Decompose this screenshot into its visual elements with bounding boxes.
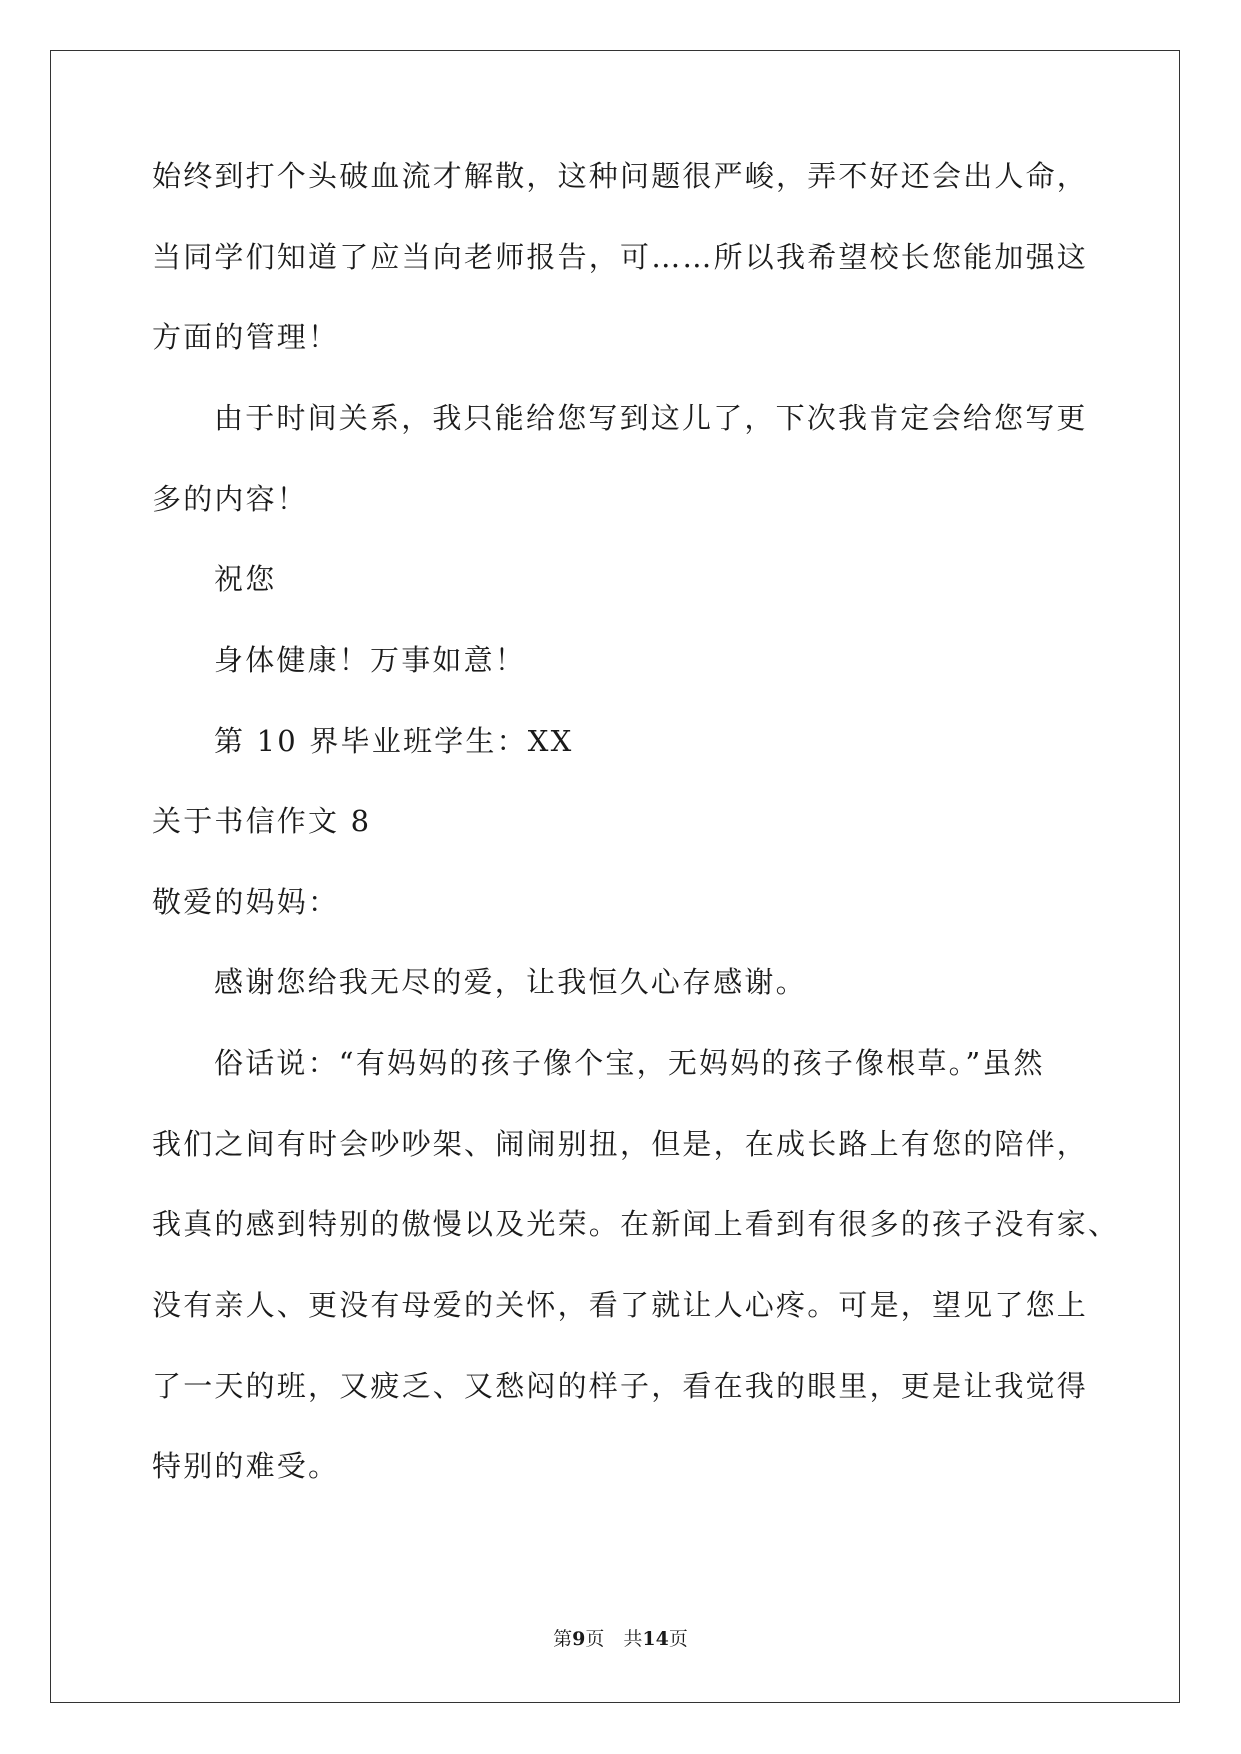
body-line-14: 我真的感到特别的傲慢以及光荣。在新闻上看到有很多的孩子没有家、 [152,1207,1120,1241]
footer-prefix: 第 [553,1628,573,1650]
body-line-13: 我们之间有时会吵吵架、闹闹别扭，但是，在成长路上有您的陪伴， [152,1127,1089,1161]
body-line-1: 始终到打个头破血流才解散，这种问题很严峻，弄不好还会出人命， [152,159,1089,193]
current-page-number: 9 [572,1628,586,1650]
body-line-4: 由于时间关系，我只能给您写到这儿了，下次我肯定会给您写更 [214,401,1088,435]
body-line-12: 俗话说：“有妈妈的孩子像个宝，无妈妈的孩子像根草。”虽然 [214,1046,1045,1080]
section-title: 关于书信作文 8 [152,804,372,838]
body-line-17: 特别的难受。 [152,1449,340,1483]
closing-greeting: 祝您 [214,562,277,596]
body-line-3: 方面的管理！ [152,320,340,354]
body-line-15: 没有亲人、更没有母爱的关怀，看了就让人心疼。可是，望见了您上 [152,1288,1089,1322]
body-line-5: 多的内容！ [152,482,309,516]
total-page-number: 14 [642,1628,669,1650]
footer-total-prefix: 共 [623,1628,643,1650]
salutation: 敬爱的妈妈： [152,885,340,919]
body-line-16: 了一天的班，又疲乏、又愁闷的样子，看在我的眼里，更是让我觉得 [152,1369,1089,1403]
signature-line: 第 10 界毕业班学生：XX [214,724,574,758]
body-line-2: 当同学们知道了应当向老师报告，可……所以我希望校长您能加强这 [152,240,1089,274]
page-footer [0,1627,1241,1651]
footer-total-suffix: 页 [668,1628,688,1650]
body-line-11: 感谢您给我无尽的爱，让我恒久心存感谢。 [214,965,807,999]
footer-page-suffix: 页 [585,1628,605,1650]
closing-wish: 身体健康！万事如意！ [214,643,527,677]
